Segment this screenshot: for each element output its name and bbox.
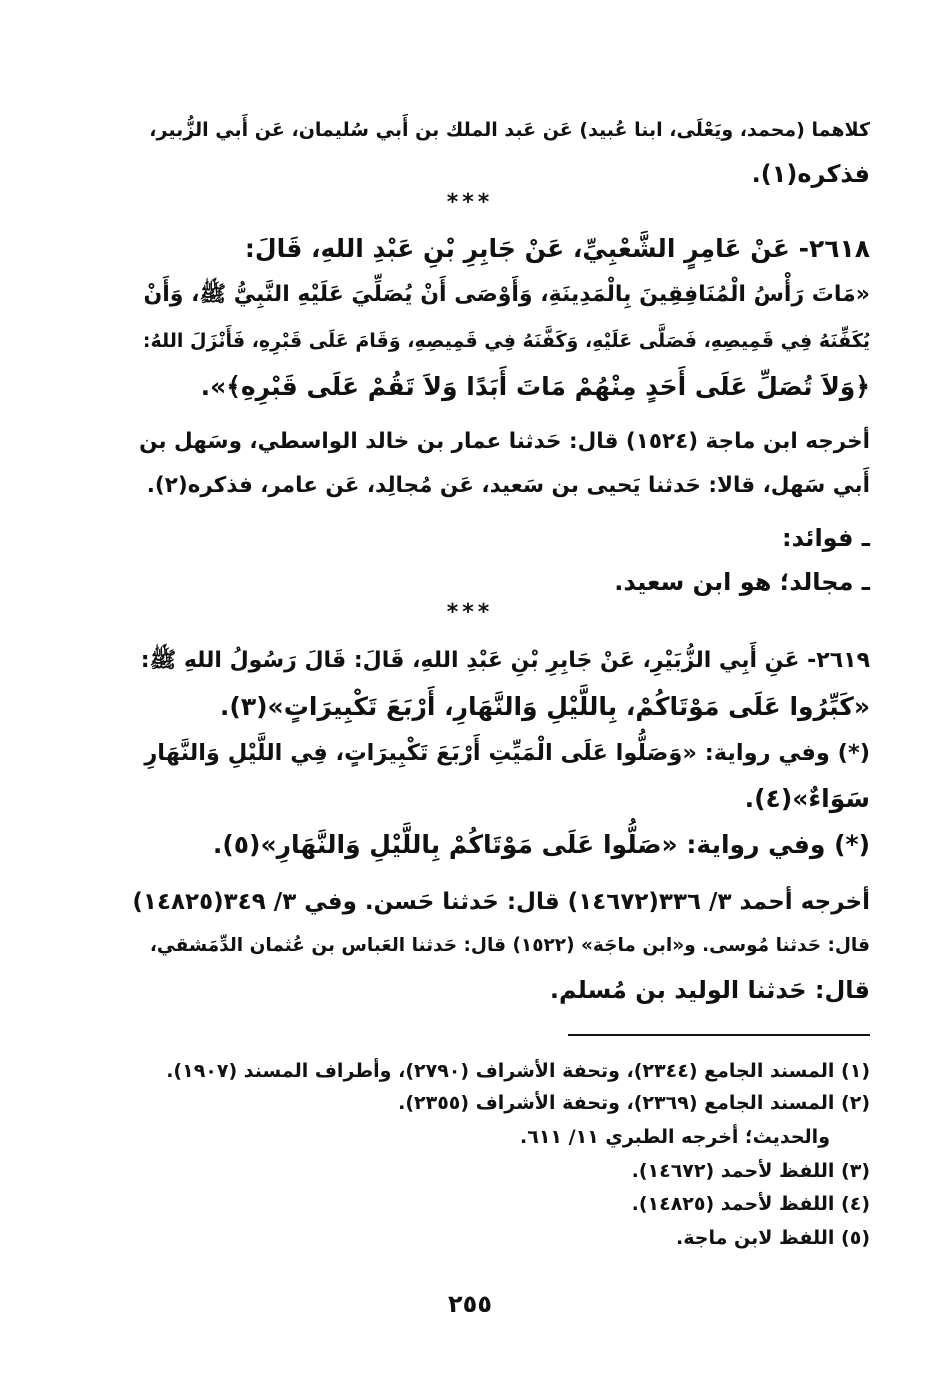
text-line: كلاهما (محمد، ويَعْلَى، ابنا عُبيد) عَن عَبد الملك بن أَبي سُليمان، عَن أَبي الزُّبير، [149, 119, 870, 141]
hadith-line: يُكَفِّنَهُ فِي قَمِيصِهِ، فَصَلَّى عَلَيْهِ، وَكَفَّنَهُ فِي قَمِيصِهِ، وَقَامَ عَلَى قَبْرِهِ، فَأَنْزَلَ اللهُ: [142, 330, 870, 352]
text-line: قال: حَدثنا مُوسى. و«ابن ماجَة» (١٥٢٢) قال: حَدثنا العَباس بن عُثمان الدِّمَشقي، [149, 935, 870, 956]
hadith-2618 [132, 226, 870, 410]
footnote-1: (١) المسند الجامع (٢٣٤٤)، وتحفة الأشراف (٢٧٩٠)، وأطراف المسند (١٩٠٧). [166, 1060, 870, 1082]
paragraph-intro [132, 108, 870, 196]
text-line: أخرجه أحمد ٣/ ٣٣٦(١٤٦٧٢) قال: حَدثنا حَسن. وفي ٣/ ٣٤٩(١٤٨٢٥) [132, 889, 870, 915]
hadith-line: سَوَاءٌ»(٤). [744, 784, 870, 813]
hadith-line: (*) وفي رواية: «وَصَلُّوا عَلَى الْمَيِّتِ أَرْبَعَ تَكْبِيرَاتٍ، فِي اللَّيْلِ وَالنَّهَارِ [144, 740, 870, 766]
hadith-line: ﴿وَلاَ تُصَلِّ عَلَى أَحَدٍ مِنْهُمْ مَاتَ أَبَدًا وَلاَ تَقُمْ عَلَى قَبْرِهِ﴾». [200, 372, 870, 401]
hadith-2619 [132, 638, 870, 868]
fawaid-title: ـ فوائد: [781, 524, 870, 552]
footnote-3: (٣) اللفظ لأحمد (١٤٦٧٢). [631, 1160, 870, 1182]
hadith-line: ٢٦١٨- عَنْ عَامِرٍ الشَّعْبِيِّ، عَنْ جَابِرِ بْنِ عَبْدِ اللهِ، قَالَ: [244, 234, 870, 263]
text-line: قال: حَدثنا الوليد بن مُسلم. [549, 976, 870, 1004]
footnote-divider [568, 1034, 870, 1036]
text-line: أخرجه ابن ماجة (١٥٢٤) قال: حَدثنا عمار بن خالد الواسطي، وسَهل بن [139, 429, 870, 454]
text-line: فذكره(١). [751, 160, 870, 188]
hadith-line: ٢٦١٩- عَنِ أَبِي الزُّبَيْرِ، عَنْ جَابِرِ بْنِ عَبْدِ اللهِ، قَالَ: قَالَ رَسُولُ اللهِ ﷺ: [140, 648, 870, 673]
section-separator: *** [446, 600, 494, 625]
text-line: أَبي سَهل، قالا: حَدثنا يَحيى بن سَعيد، عَن مُجالِد، عَن عامر، فذكره(٢). [146, 473, 870, 498]
hadith-line: «مَاتَ رَأْسُ الْمُنَافِقِينَ بِالْمَدِينَةِ، وَأَوْصَى أَنْ يُصَلِّيَ عَلَيْهِ النَّبِيُّ ﷺ، وَأَنْ [143, 282, 870, 307]
fawaid-section [132, 516, 870, 604]
section-separator: *** [446, 190, 494, 215]
fawaid-item: ـ مجالد؛ هو ابن سعيد. [614, 568, 870, 596]
footnote-4: (٤) اللفظ لأحمد (١٤٨٢٥). [631, 1193, 870, 1215]
page-number: ٢٥٥ [448, 1290, 492, 1318]
footnote-2: (٢) المسند الجامع (٢٣٦٩)، وتحفة الأشراف (٢٣٥٥). [398, 1092, 870, 1114]
hadith-line: (*) وفي رواية: «صَلُّوا عَلَى مَوْتَاكُمْ بِاللَّيْلِ وَالنَّهَارِ»(٥). [212, 830, 870, 859]
footnote-5: (٥) اللفظ لابن ماجة. [676, 1227, 870, 1249]
footnote-2-continued: والحديث؛ أخرجه الطبري ١١/ ٦١١. [520, 1126, 830, 1148]
takhrij-2618 [132, 420, 870, 508]
takhrij-2619 [132, 880, 870, 1012]
hadith-line: «كَبِّرُوا عَلَى مَوْتَاكُمْ، بِاللَّيْلِ وَالنَّهَارِ، أَرْبَعَ تَكْبِيرَاتٍ»(٣). [219, 692, 870, 721]
